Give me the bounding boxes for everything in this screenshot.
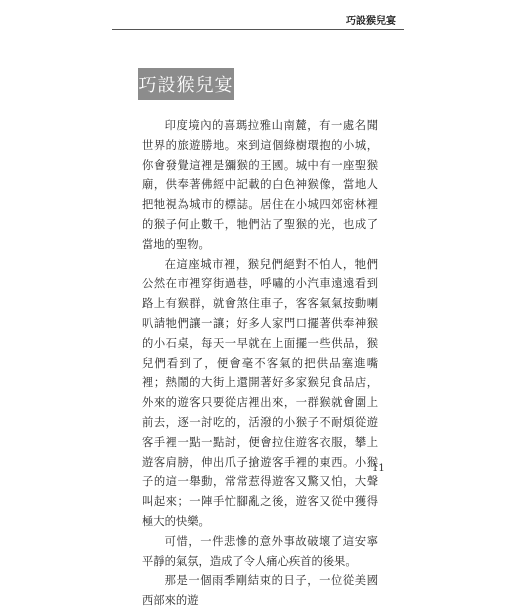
- chapter-title: 巧設猴兒宴: [138, 75, 234, 96]
- paragraph: 在這座城市裡，猴兒們絕對不怕人，牠們公然在市裡穿街過巷，呼嘯的小汽車遠遠看到路上有猴群，就會煞住車子，客客氣氣按動喇叭請牠們讓一讓；好多人家門口擺著供奉神猴的小石桌，每天一早就在上面擺一些供品，猴兒們看到了，便會毫不客氣的把供品塞進嘴裡；熱鬧的大街上還開著好多家猴兒食品店，外來的遊客只要從店裡出來，一群猴就會圍上前去，逐一討吃的，活潑的小猴子不耐煩從遊客手裡一點一點討，便會拉住遊客衣服，攀上遊客肩膀，伸出爪子搶遊客手裡的東西。小猴子的這一舉動，常常惹得遊客又驚又怕，大聲叫起來；一陣手忙腳亂之後，遊客又從中獲得極大的快樂。: [142, 257, 378, 528]
- running-header: 巧設猴兒宴: [346, 16, 396, 27]
- chapter-title-box: [138, 68, 234, 100]
- header-rule: [112, 29, 404, 30]
- paragraph: 那是一個雨季剛結束的日子，一位從美國西部來的遊: [142, 574, 378, 608]
- paragraph: 可惜，一件悲慘的意外事故破壞了這安寧平靜的氣氛，造成了令人痛心疾首的後果。: [142, 534, 378, 568]
- page-number: 11: [372, 463, 385, 474]
- paragraph: 印度境內的喜瑪拉雅山南麓，有一處名聞世界的旅遊勝地。來到這個綠樹環抱的小城，你會發覺這裡是獼猴的王國。城中有一座聖猴廟，供奉著佛經中記載的白色神猴像，當地人把牠視為城市的標誌。居住在小城四郊密林裡的猴子何止數千，牠們沾了聖猴的光，也成了當地的聖物。: [142, 119, 378, 251]
- body-text: [142, 116, 378, 611]
